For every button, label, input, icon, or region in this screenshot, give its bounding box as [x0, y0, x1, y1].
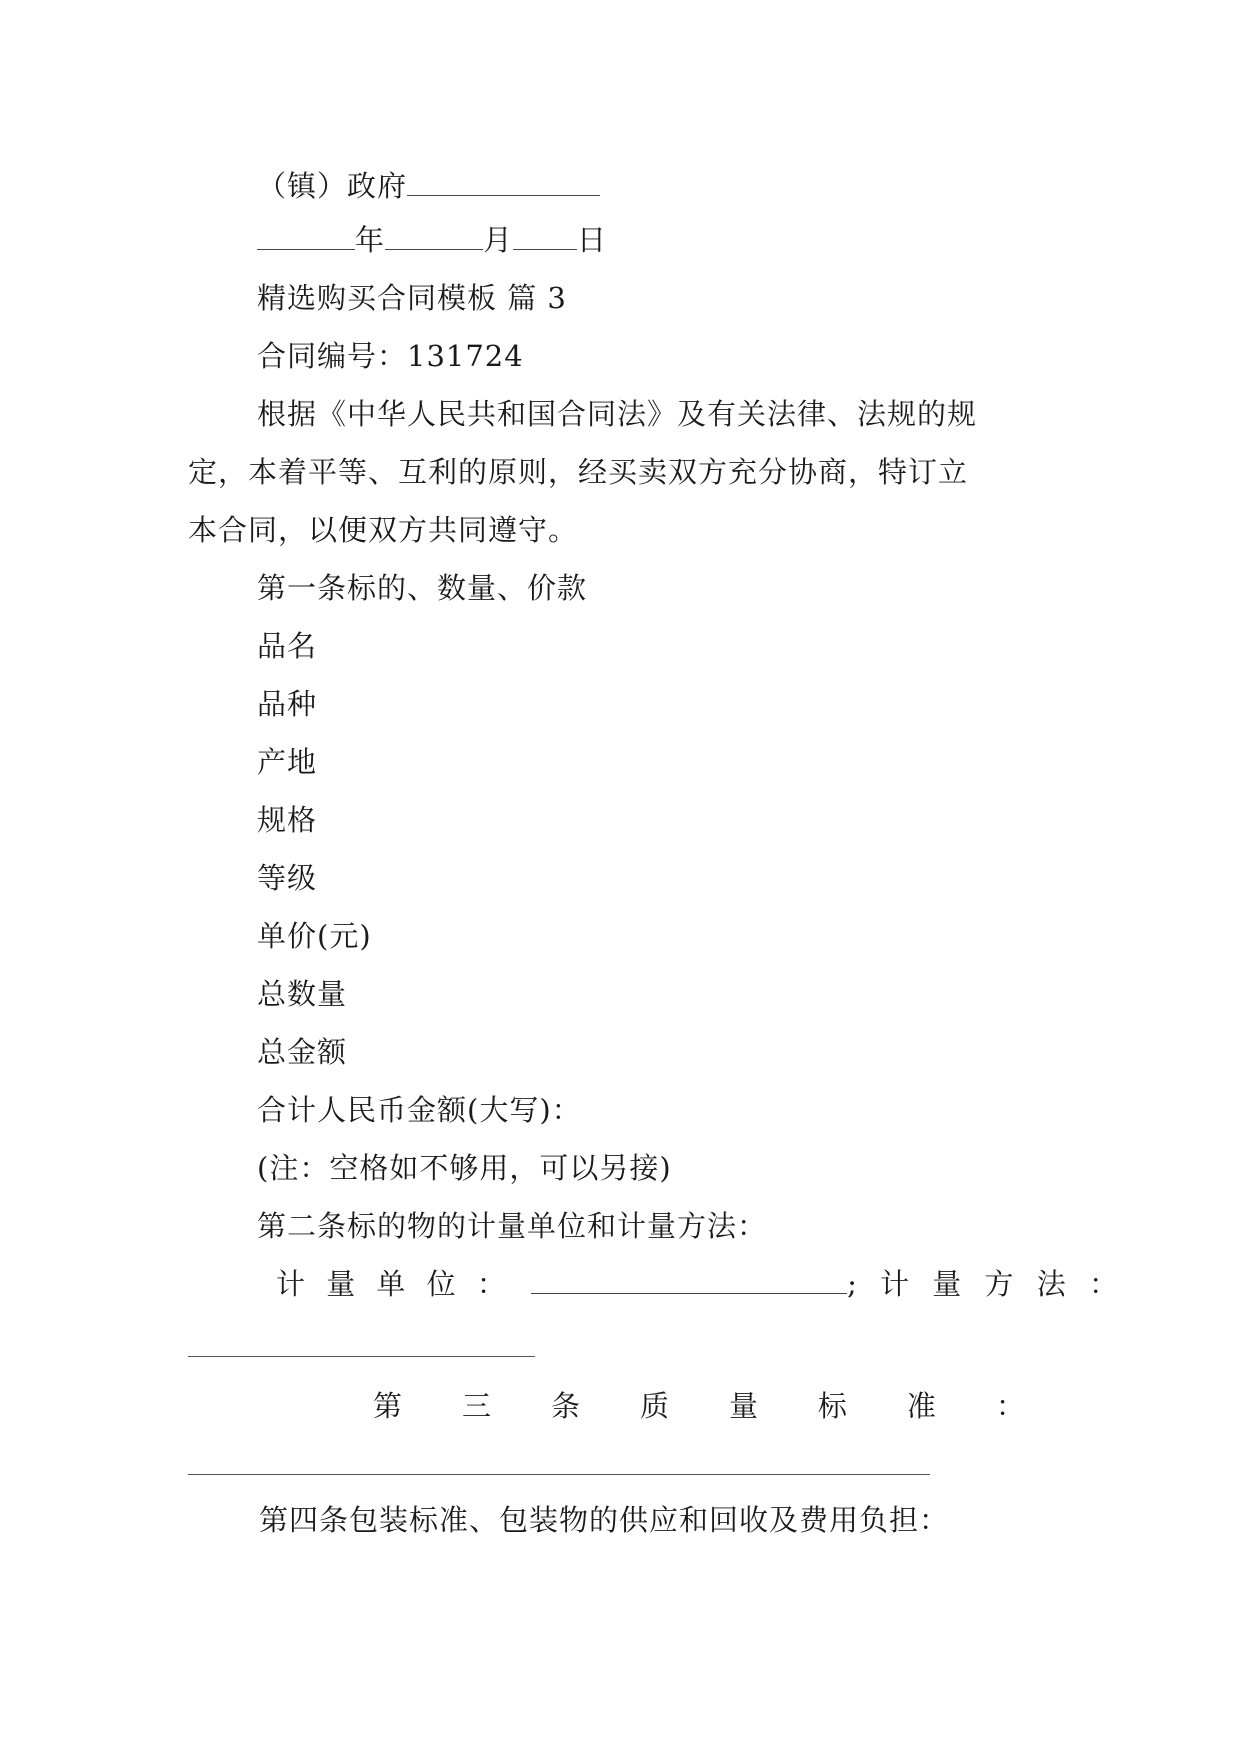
article-3-heading [373, 1386, 1025, 1426]
article-4-heading: 第四条包装标准、包装物的供应和回收及费用负担： [259, 1503, 950, 1537]
article-3-char: 条 [550, 1389, 580, 1423]
total-rmb-line: 合计人民币金额(大写)： [257, 1093, 582, 1127]
method-blank-continued [188, 1356, 535, 1357]
intro-line-2: 定，本着平等、互利的原则，经买卖双方充分协商，特订立 [188, 455, 969, 489]
quality-standard-blank [188, 1474, 930, 1475]
unit-label: 计 量 单 位 ： [276, 1267, 512, 1301]
year-blank [257, 227, 355, 250]
date-line [257, 220, 607, 260]
article-3-char: ： [995, 1389, 1025, 1423]
item-origin: 产地 [257, 745, 318, 779]
item-name: 品名 [257, 629, 318, 663]
note-line: (注：空格如不够用，可以另接) [257, 1151, 672, 1185]
item-total-quantity: 总数量 [257, 977, 348, 1011]
item-spec: 规格 [257, 803, 318, 837]
article-1-heading: 第一条标的、数量、价款 [257, 571, 588, 605]
method-label: ; 计 量 方 法 ： [847, 1267, 1125, 1301]
month-label: 月 [483, 223, 514, 257]
article-3-char: 三 [461, 1389, 491, 1423]
item-unit-price: 单价(元) [257, 919, 372, 953]
day-blank [513, 227, 577, 250]
item-total-amount: 总金额 [257, 1035, 348, 1069]
government-blank [407, 173, 600, 196]
measurement-line [276, 1264, 1125, 1304]
article-3-char: 标 [817, 1389, 847, 1423]
day-label: 日 [577, 223, 608, 257]
government-line [257, 166, 600, 206]
article-2-heading: 第二条标的物的计量单位和计量方法： [257, 1209, 768, 1243]
intro-line-1: 根据《中华人民共和国合同法》及有关法律、法规的规 [257, 397, 978, 431]
government-label: （镇）政府 [257, 169, 408, 203]
item-grade: 等级 [257, 861, 318, 895]
item-variety: 品种 [257, 687, 318, 721]
month-blank [385, 227, 483, 250]
article-3-char: 第 [373, 1389, 403, 1423]
article-3-char: 量 [728, 1389, 758, 1423]
contract-number: 合同编号：131724 [257, 339, 524, 373]
year-label: 年 [355, 223, 386, 257]
article-3-char: 质 [639, 1389, 669, 1423]
unit-blank [531, 1271, 847, 1294]
section-title: 精选购买合同模板 篇 3 [257, 281, 567, 315]
article-3-char: 准 [906, 1389, 936, 1423]
intro-line-3: 本合同，以便双方共同遵守。 [188, 513, 579, 547]
